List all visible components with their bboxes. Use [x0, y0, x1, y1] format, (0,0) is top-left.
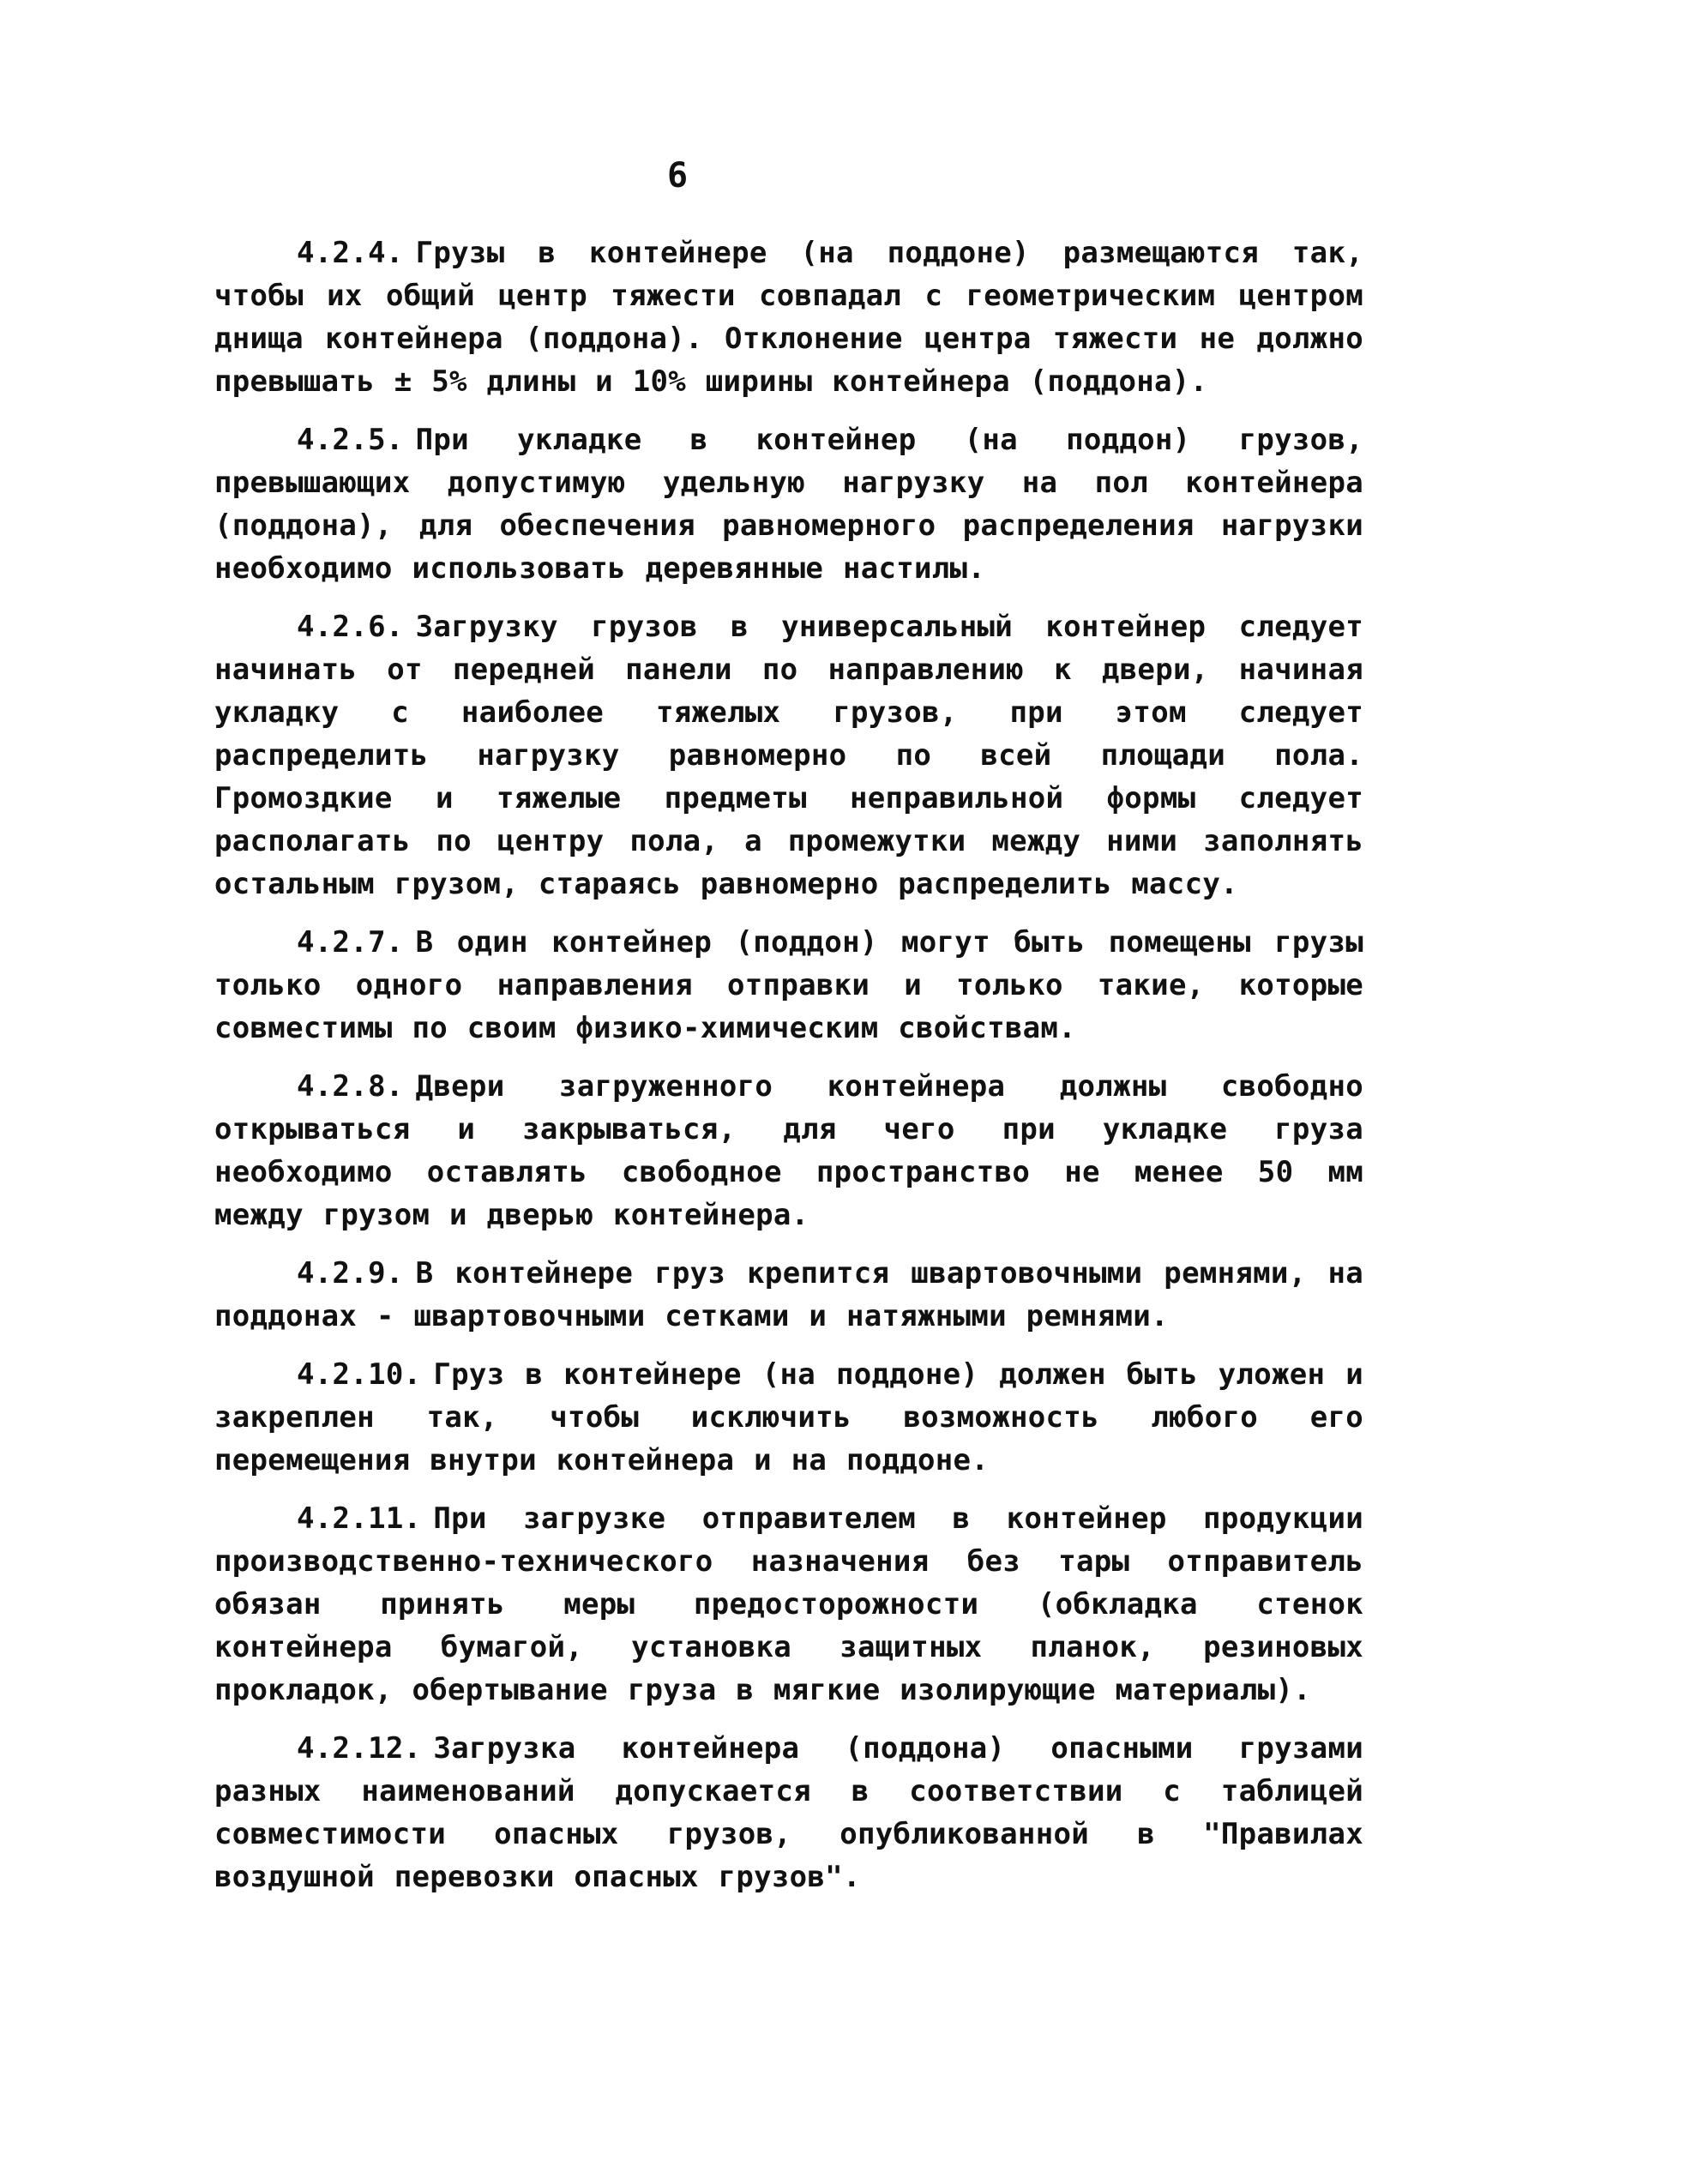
paragraph-number: 4.2.11.	[297, 1501, 422, 1536]
paragraph-4-2-7	[214, 921, 1363, 1050]
paragraph-number: 4.2.6.	[297, 610, 404, 644]
paragraph-4-2-10	[214, 1353, 1363, 1482]
paragraph-4-2-12	[214, 1727, 1363, 1898]
paragraph-text: При укладке в контейнер (на поддон) грузов, превышающих допустимую удельную нагрузку на пол контейнера (поддона), для обеспечения равномерного распределения нагрузки необходимо использовать деревянные настилы.	[214, 423, 1363, 586]
paragraph-text: Загрузку грузов в универсальный контейнер следует начинать от передней панели по направлению к двери, начиная укладку с наиболее тяжелых грузов, при этом следует распределить нагрузку равномерно по всей площади пола. Громоздкие и тяжелые предметы неправильной формы следует располагать по центру пола, а промежутки между ними заполнять остальным грузом, стараясь равномерно распределить массу.	[214, 610, 1363, 901]
paragraph-4-2-11	[214, 1497, 1363, 1712]
paragraph-number: 4.2.10.	[297, 1357, 422, 1392]
paragraph-text: Груз в контейнере (на поддоне) должен быть уложен и закреплен так, чтобы исключить возможность любого его перемещения внутри контейнера и на поддоне.	[214, 1357, 1363, 1477]
paragraph-text: В контейнере груз крепится швартовочными ремнями, на поддонах - швартовочными сетками и натяжными ремнями.	[214, 1256, 1363, 1333]
paragraph-text: В один контейнер (поддон) могут быть помещены грузы только одного направления отправки и только такие, которые совместимы по своим физико-химическим свойствам.	[214, 925, 1363, 1045]
paragraph-number: 4.2.8.	[297, 1069, 404, 1104]
paragraph-4-2-9	[214, 1252, 1363, 1338]
paragraph-number: 4.2.7.	[297, 925, 404, 960]
paragraph-text: Двери загруженного контейнера должны свободно открываться и закрываться, для чего при укладке груза необходимо оставлять свободное пространство не менее 50 мм между грузом и дверью контейнера.	[214, 1069, 1363, 1232]
paragraph-number: 4.2.9.	[297, 1256, 404, 1291]
paragraph-4-2-4	[214, 232, 1363, 403]
document-body	[214, 232, 1363, 1914]
paragraph-text: Загрузка контейнера (поддона) опасными грузами разных наименований допускается в соответствии с таблицей совместимости опасных грузов, опубликованной в "Правилах воздушной перевозки опасных грузов".	[214, 1731, 1363, 1894]
paragraph-number: 4.2.5.	[297, 423, 404, 457]
paragraph-number: 4.2.12.	[297, 1731, 422, 1766]
paragraph-4-2-5	[214, 418, 1363, 590]
paragraph-4-2-8	[214, 1065, 1363, 1236]
paragraph-number: 4.2.4.	[297, 236, 404, 270]
paragraph-text: Грузы в контейнере (на поддоне) размещаются так, чтобы их общий центр тяжести совпадал с геометрическим центром днища контейнера (поддона). Отклонение центра тяжести не должно превышать ± 5% длины и 10% ширины контейнера (поддона).	[214, 236, 1363, 399]
paragraph-4-2-6	[214, 605, 1363, 905]
paragraph-text: При загрузке отправителем в контейнер продукции производственно-технического назначения без тары отправитель обязан принять меры предосторожности (обкладка стенок контейнера бумагой, установка защитных планок, резиновых прокладок, обертывание груза в мягкие изолирующие материалы).	[214, 1501, 1363, 1707]
page-number: 6	[666, 156, 689, 196]
